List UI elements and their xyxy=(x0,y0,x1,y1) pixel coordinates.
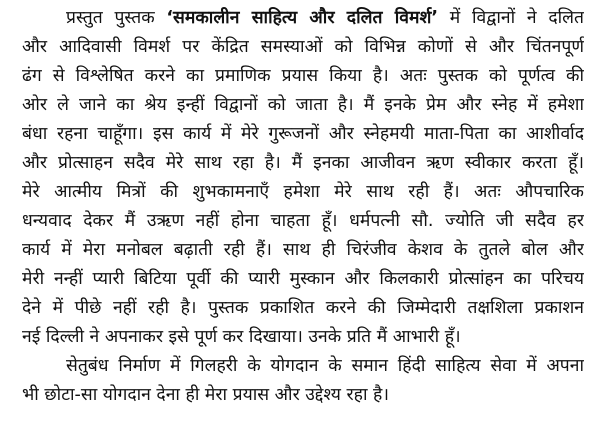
text-line: ओर ले जाने का श्रेय इन्हीं विद्वानों को जाता है। मैं इनके प्रेम और स्नेह में हमेशा xyxy=(22,95,584,115)
text-line: बंधा रहना चाहूँगा। इस कार्य में मेरे गुरूजनों और स्नेहमयी माता-पिता का आशीर्वाद xyxy=(22,124,584,144)
text-line: सेतुबंध निर्माण में गिलहरी के योगदान के समान हिंदी साहित्य सेवा में अपना xyxy=(66,356,584,376)
text-line: मेरी नन्हीं प्यारी बिटिया पूर्वी की प्यारी मुस्कान और किलकारी प्रोत्सांहन का परिचय xyxy=(22,269,584,289)
text-line: नई दिल्ली ने अपनाकर इसे पूर्ण कर दिखाया। उनके प्रति मैं आभारी हूँ। xyxy=(22,327,461,347)
text-line: और प्रोत्साहन सदैव मेरे साथ रहा है। मैं इनका आजीवन ऋण स्वीकार करता हूँ। xyxy=(22,153,584,173)
book-title: ‘समकालीन साहित्य और दलित विमर्श’ xyxy=(166,8,439,28)
text-line: मेरे आत्मीय मित्रों की शुभकामनाएँ हमेशा मेरे साथ रही हैं। अतः औपचारिक xyxy=(22,182,584,202)
paragraph-acknowledgement xyxy=(22,4,584,352)
text-line: धन्यवाद देकर मैं उऋण नहीं होना चाहता हूँ। धर्मपत्नी सौ. ज्योति जी सदैव हर xyxy=(22,211,584,231)
text-span: में विद्वानों ने दलित xyxy=(438,8,584,28)
text-line: भी छोटा-सा योगदान देना ही मेरा प्रयास और उद्देश्य रहा है। xyxy=(22,385,389,405)
text-line: और आदिवासी विमर्श पर केंद्रित समस्याओं को विभिन्न कोणों से और चिंतनपूर्ण xyxy=(22,37,584,57)
paragraph-purpose xyxy=(22,352,584,410)
text-span: प्रस्तुत पुस्तक xyxy=(66,8,167,28)
text-line: देने में पीछे नहीं रही है। पुस्तक प्रकाशित करने की जिम्मेदारी तक्षशिला प्रकाशन xyxy=(22,298,584,318)
text-line xyxy=(22,4,584,33)
text-line: कार्य में मेरा मनोबल बढ़ाती रही हैं। साथ ही चिरंजीव केशव के तुतले बोल और xyxy=(22,240,584,260)
document-page xyxy=(22,4,584,410)
text-line: ढंग से विश्लेषित करने का प्रमाणिक प्रयास किया है। अतः पुस्तक को पूर्णत्व की xyxy=(22,66,584,86)
